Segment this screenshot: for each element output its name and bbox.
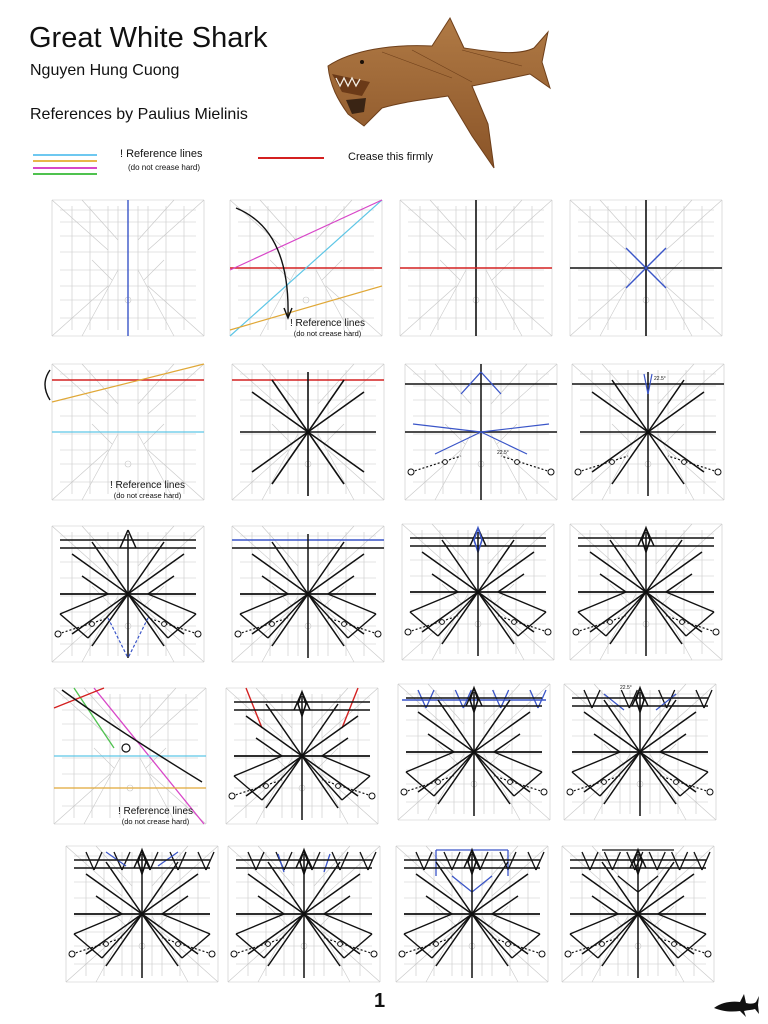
crease-pattern [570, 200, 722, 336]
step-diagram [228, 846, 380, 982]
crease-pattern [52, 200, 204, 336]
crease-pattern [66, 846, 218, 982]
step-diagram [232, 364, 384, 500]
legend-crease-label: Crease this firmly [348, 151, 433, 163]
legend-green-line [33, 173, 97, 175]
crease-pattern [398, 684, 550, 820]
step-diagram [405, 364, 557, 500]
step-diagram [570, 524, 722, 660]
references-credit: References by Paulius Mielinis [30, 106, 248, 123]
reference-note: ! Reference lines (do not crease hard) [290, 318, 366, 338]
crease-pattern [232, 526, 384, 662]
crease-pattern [54, 688, 206, 824]
crease-pattern [396, 846, 548, 982]
step-diagram [400, 200, 552, 336]
step-diagram [572, 364, 724, 500]
crease-pattern [562, 846, 714, 982]
crease-pattern [402, 524, 554, 660]
step-diagram [54, 688, 206, 824]
shark-photo [322, 16, 552, 172]
crease-pattern [230, 200, 382, 336]
angle-label: 22.5° [620, 685, 632, 691]
step-diagram [52, 200, 204, 336]
legend-cyan-line [33, 154, 97, 156]
legend-reference-label: ! Reference lines [120, 148, 203, 160]
crease-pattern [226, 688, 378, 824]
step-diagram [226, 688, 378, 824]
step-diagram [52, 526, 204, 662]
step-diagram [402, 524, 554, 660]
step-diagram [232, 526, 384, 662]
step-diagram [562, 846, 714, 982]
legend-orange-line [33, 160, 97, 162]
author-name: Nguyen Hung Cuong [30, 62, 180, 79]
page-title: Great White Shark [29, 22, 268, 54]
angle-label: 22.5° [497, 450, 509, 456]
shark-logo-icon [712, 992, 760, 1018]
crease-pattern [228, 846, 380, 982]
step-diagram [66, 846, 218, 982]
page-number: 1 [374, 990, 386, 1012]
angle-label: 22.5° [654, 376, 666, 382]
crease-pattern [52, 526, 204, 662]
crease-pattern [564, 684, 716, 820]
reference-note: ! Reference lines (do not crease hard) [110, 480, 186, 500]
step-diagram [564, 684, 716, 820]
step-diagram [396, 846, 548, 982]
step-diagram [570, 200, 722, 336]
legend-magenta-line [33, 167, 97, 169]
crease-pattern [400, 200, 552, 336]
legend-reference-sub: (do not crease hard) [128, 163, 201, 172]
step-diagram [230, 200, 382, 336]
crease-pattern [570, 524, 722, 660]
reference-note: ! Reference lines (do not crease hard) [118, 806, 194, 826]
crease-pattern [572, 364, 724, 500]
legend-red-line [258, 157, 324, 159]
crease-pattern [405, 364, 557, 500]
crease-pattern [232, 364, 384, 500]
step-diagram [398, 684, 550, 820]
